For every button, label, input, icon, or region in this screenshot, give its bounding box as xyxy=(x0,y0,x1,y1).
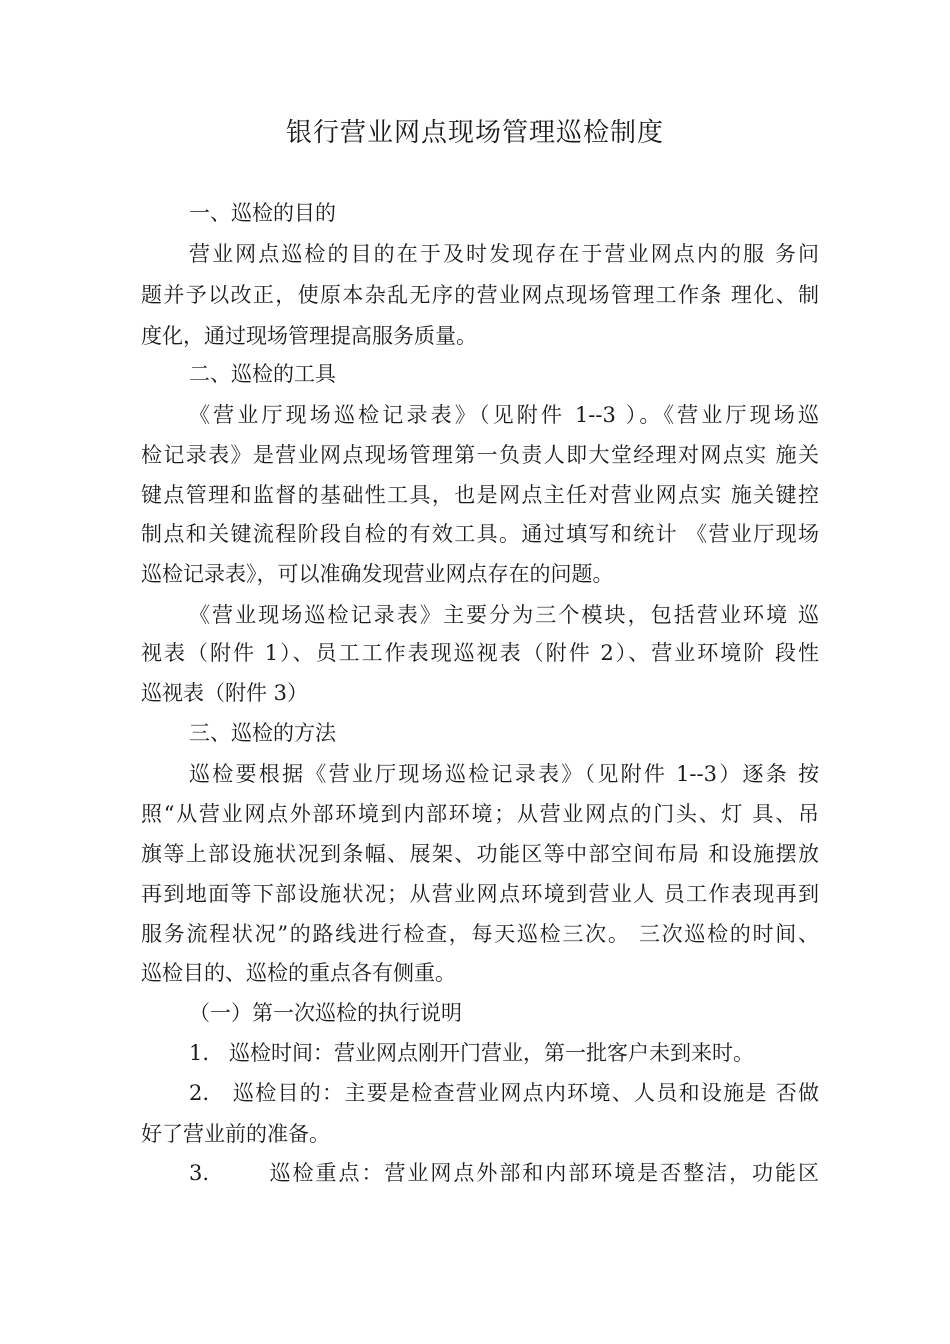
subsection-heading-first-inspection: （一）第一次巡检的执行说明 xyxy=(189,1001,462,1025)
paragraph-line: 照“从营业网点外部环境到内部环境；从营业网点的门头、灯 具、吊 xyxy=(141,802,819,826)
paragraph-line: 巡检记录表》，可以准确发现营业网点存在的问题。 xyxy=(141,562,614,586)
section-heading-purpose: 一、巡检的目的 xyxy=(189,201,336,225)
paragraph-line: 巡检要根据《营业厅现场巡检记录表》（见附件 1--3）逐条 按 xyxy=(189,762,819,786)
paragraph-line: 键点管理和监督的基础性工具，也是网点主任对营业网点实 施关键控 xyxy=(141,483,819,507)
document-title: 银行营业网点现场管理巡检制度 xyxy=(285,118,664,148)
paragraph-line: 巡检目的、巡检的重点各有侧重。 xyxy=(141,961,456,985)
paragraph-line: 营业网点巡检的目的在于及时发现存在于营业网点内的服 务问 xyxy=(189,242,819,266)
paragraph-line: 服务流程状况”的路线进行检查，每天巡检三次。 三次巡检的时间、 xyxy=(141,922,819,946)
section-heading-tools: 二、巡检的工具 xyxy=(189,362,336,386)
paragraph-line: 再到地面等下部设施状况；从营业网点环境到营业人 员工作表现再到 xyxy=(141,882,819,906)
paragraph-line: 题并予以改正，使原本杂乱无序的营业网点现场管理工作条 理化、制 xyxy=(141,283,819,307)
list-item: 1. 巡检时间：营业网点刚开门营业，第一批客户未到来时。 xyxy=(189,1041,755,1065)
paragraph-line: 旗等上部设施状况到条幅、展架、功能区等中部空间布局 和设施摆放 xyxy=(141,842,819,866)
paragraph-line: 好了营业前的准备。 xyxy=(141,1122,330,1146)
list-item: 2. 巡检目的：主要是检查营业网点内环境、人员和设施是 否做 xyxy=(189,1081,819,1105)
section-heading-method: 三、巡检的方法 xyxy=(189,721,336,745)
paragraph-line: 检记录表》是营业网点现场管理第一负责人即大堂经理对网点实 施关 xyxy=(141,443,819,467)
paragraph-line: 视表（附件 1）、员工工作表现巡视表（附件 2）、营业环境阶 段性 xyxy=(141,641,819,665)
paragraph-line: 《营业现场巡检记录表》主要分为三个模块，包括营业环境 巡 xyxy=(189,603,819,627)
list-item: 3. 巡检重点：营业网点外部和内部环境是否整洁，功能区 xyxy=(189,1161,819,1185)
paragraph-line: 度化，通过现场管理提高服务质量。 xyxy=(141,324,477,348)
paragraph-line: 制点和关键流程阶段自检的有效工具。通过填写和统计 《营业厅现场 xyxy=(141,522,819,546)
paragraph-line: 《营业厅现场巡检记录表》（见附件 1--3 ）。《营业厅现场巡 xyxy=(189,403,819,427)
paragraph-line: 巡视表（附件 3） xyxy=(141,681,309,705)
